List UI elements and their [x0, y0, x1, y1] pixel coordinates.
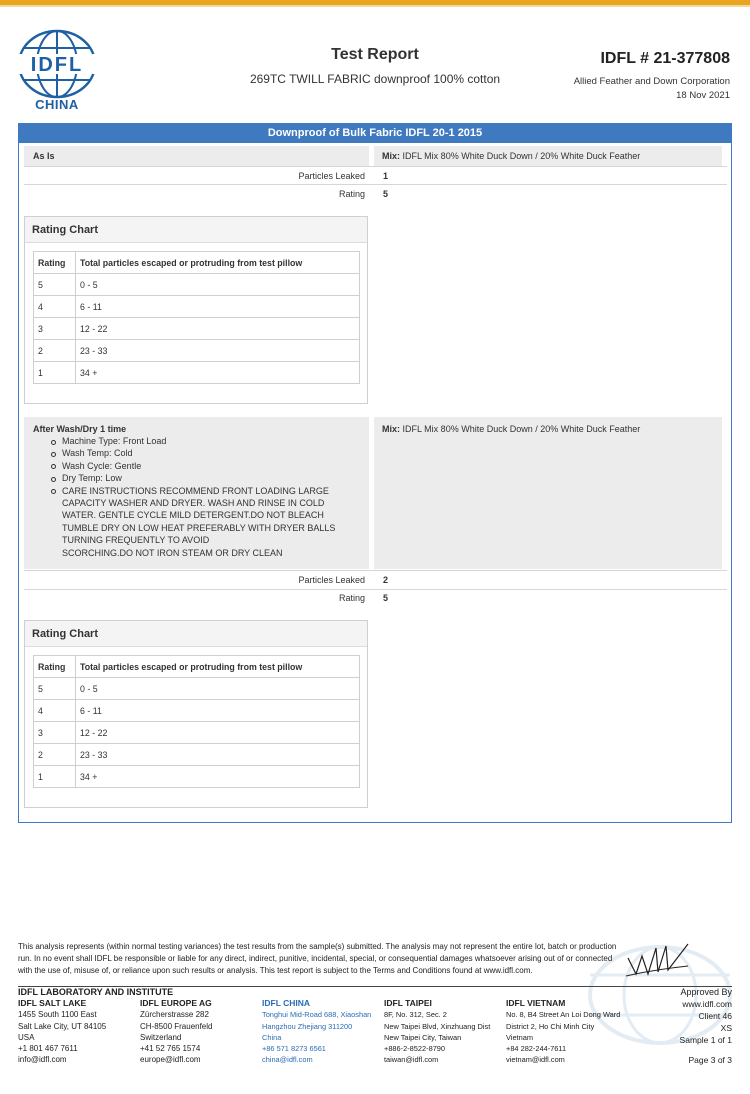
- page-title: Test Report: [331, 46, 419, 63]
- office-line: USA: [18, 1032, 35, 1042]
- approved-by-label: Approved By: [680, 987, 732, 997]
- rating-chart-title: Rating Chart: [25, 621, 367, 647]
- logo-region-label: CHINA: [35, 97, 79, 112]
- office-email: china@idfl.com: [262, 1055, 313, 1065]
- list-item: Wash Cycle: Gentle: [24, 460, 369, 472]
- office-email: vietnam@idfl.com: [506, 1055, 565, 1065]
- logo-text: IDFL: [30, 54, 84, 76]
- cell-range: 23 - 33: [76, 744, 360, 766]
- office-name: IDFL TAIPEI: [384, 998, 432, 1008]
- table-header-row: [34, 656, 360, 678]
- office-name: IDFL SALT LAKE: [18, 998, 87, 1008]
- table-row: [34, 700, 360, 722]
- rating-value: 5: [383, 189, 389, 199]
- care-line: CAPACITY WASHER AND DRYER. WASH AND RINSE IN COLD: [62, 498, 325, 508]
- care-line: TURNING FREQUENTLY TO AVOID: [62, 535, 210, 546]
- report-footer-meta: [622, 998, 732, 1066]
- office-email: info@idfl.com: [18, 1055, 67, 1065]
- office-taipei: [384, 998, 508, 1066]
- page-number: Page 3 of 3: [688, 1055, 732, 1065]
- col-particles-header: Total particles escaped or protruding from test pillow: [76, 252, 360, 274]
- office-email: europe@idfl.com: [140, 1055, 201, 1065]
- particles-leaked-label: Particles Leaked: [298, 171, 365, 181]
- mix-label: Mix:: [382, 151, 400, 161]
- office-line: +84 282-244-7611: [506, 1044, 567, 1054]
- office-name: IDFL CHINA: [262, 998, 311, 1008]
- office-line: Vietnam: [506, 1032, 533, 1042]
- cell-rating: 2: [34, 744, 76, 766]
- table-row: [34, 722, 360, 744]
- cell-rating: 5: [34, 678, 76, 700]
- cell-range: 6 - 11: [76, 296, 360, 318]
- particles-leaked-value: 2: [383, 575, 389, 585]
- rating-chart-table: [33, 655, 360, 788]
- divider: [24, 589, 727, 590]
- office-name: IDFL EUROPE AG: [140, 998, 212, 1008]
- as-is-label-box: [24, 146, 369, 166]
- office-line: Zürcherstrasse 282: [140, 1010, 209, 1020]
- office-line: CH-8500 Frauenfeld: [140, 1021, 213, 1031]
- cell-rating: 3: [34, 722, 76, 744]
- divider: [24, 184, 727, 185]
- rating-label: Rating: [338, 189, 365, 199]
- col-particles-header: Total particles escaped or protruding from test pillow: [76, 656, 360, 678]
- client-company: Allied Feather and Down Corporation: [573, 76, 730, 87]
- cell-rating: 2: [34, 340, 76, 362]
- office-line: District 2, Ho Chi Minh City: [506, 1021, 595, 1031]
- lab-heading: IDFL LABORATORY AND INSTITUTE: [18, 987, 174, 997]
- office-line: New Taipei Blvd, Xinzhuang Dist: [384, 1021, 491, 1031]
- cell-range: 34 +: [76, 766, 360, 788]
- office-line: +41 52 765 1574: [140, 1044, 201, 1054]
- cell-range: 6 - 11: [76, 700, 360, 722]
- col-rating-header: Rating: [34, 656, 76, 678]
- top-accent-bar-light: [0, 5, 750, 7]
- office-line: Switzerland: [140, 1032, 182, 1042]
- rating-label: Rating: [338, 593, 365, 603]
- office-line: +886-2-8522-8790: [384, 1044, 446, 1054]
- rating-chart: [24, 620, 368, 808]
- divider: [24, 570, 727, 571]
- table-header-row: [34, 252, 360, 274]
- office-line: Hangzhou Zhejiang 311200: [262, 1021, 353, 1031]
- cell-rating: 4: [34, 296, 76, 318]
- cell-range: 0 - 5: [76, 274, 360, 296]
- website-link: www.idfl.com: [682, 999, 732, 1009]
- cell-rating: 3: [34, 318, 76, 340]
- rating-chart-title: Rating Chart: [25, 217, 367, 243]
- office-line: No. 8, B4 Street An Loi Dong Ward: [506, 1010, 621, 1020]
- particles-leaked-label: Particles Leaked: [298, 575, 365, 585]
- as-is-mix: [382, 151, 640, 161]
- office-line: 1455 South 1100 East: [18, 1010, 97, 1020]
- table-row: [34, 318, 360, 340]
- office-salt-lake: [18, 998, 142, 1066]
- sample-size: XS: [720, 1023, 732, 1033]
- report-date: 18 Nov 2021: [676, 90, 730, 101]
- office-line: +1 801 467 7611: [18, 1044, 78, 1054]
- after-wash-mix: [382, 424, 640, 434]
- office-europe: [140, 998, 264, 1066]
- rating-chart-table: [33, 251, 360, 384]
- table-row: [34, 678, 360, 700]
- office-line: +86 571 8273 6561: [262, 1044, 326, 1054]
- report-subtitle: 269TC TWILL FABRIC downproof 100% cotton: [249, 72, 501, 86]
- office-china: [262, 998, 386, 1066]
- cell-range: 34 +: [76, 362, 360, 384]
- col-rating-header: Rating: [34, 252, 76, 274]
- table-row: [34, 296, 360, 318]
- list-item: Dry Temp: Low: [24, 472, 369, 484]
- mix-value: IDFL Mix 80% White Duck Down / 20% White Duck Feather: [402, 424, 641, 434]
- section-title: Downproof of Bulk Fabric IDFL 20-1 2015: [19, 124, 731, 143]
- cell-range: 0 - 5: [76, 678, 360, 700]
- care-instructions-continued: [24, 497, 369, 559]
- table-row: [34, 340, 360, 362]
- divider: [24, 166, 727, 167]
- cell-range: 12 - 22: [76, 722, 360, 744]
- cell-range: 23 - 33: [76, 340, 360, 362]
- signature-icon: [622, 940, 692, 984]
- cell-rating: 5: [34, 274, 76, 296]
- cell-range: 12 - 22: [76, 318, 360, 340]
- report-meta: [470, 50, 730, 101]
- office-email: taiwan@idfl.com: [384, 1055, 439, 1065]
- as-is-label: As Is: [33, 151, 55, 161]
- office-line: Salt Lake City, UT 84105: [18, 1021, 107, 1031]
- office-name: IDFL VIETNAM: [506, 998, 566, 1008]
- care-line: SCORCHING.DO NOT IRON STEAM OR DRY CLEAN: [62, 547, 283, 558]
- office-line: Tonghui Mid-Road 688, Xiaoshan: [262, 1010, 372, 1020]
- office-line: China: [262, 1032, 282, 1042]
- after-wash-box: [24, 417, 369, 569]
- list-item: Wash Temp: Cold: [24, 447, 369, 459]
- rating-chart: [24, 216, 368, 404]
- list-item: Machine Type: Front Load: [24, 435, 369, 447]
- after-wash-mix-box: [374, 417, 722, 569]
- disclaimer-text: This analysis represents (within normal testing variances) the test results from the sample(s) submitted. The analysis may not represent the entire lot, batch or production run. In no event shall IDFL be responsible or liable for any direct, indirect, punitive, incidental, special, or consequential damages whatsoever arising out of or connected with the use of, misuse of, or reliance upon such results or analysis. This test report is subject to the Terms and Conditions found at www.idfl.com.: [18, 942, 617, 975]
- client-number: Client 46: [698, 1011, 732, 1021]
- cell-rating: 4: [34, 700, 76, 722]
- report-id: IDFL # 21-377808: [600, 50, 730, 67]
- table-row: [34, 744, 360, 766]
- mix-label: Mix:: [382, 424, 400, 434]
- cell-rating: 1: [34, 766, 76, 788]
- office-line: 8F, No. 312, Sec. 2: [384, 1010, 447, 1020]
- table-row: [34, 766, 360, 788]
- care-line: TUMBLE DRY ON LOW HEAT PREFERABLY WITH DRYER BALLS: [62, 522, 336, 533]
- particles-leaked-value: 1: [383, 171, 389, 181]
- rating-value: 5: [383, 593, 389, 603]
- cell-rating: 1: [34, 362, 76, 384]
- after-wash-label: After Wash/Dry 1 time: [33, 424, 127, 434]
- office-vietnam: [506, 998, 632, 1066]
- wash-conditions-list: [24, 435, 369, 497]
- table-row: [34, 362, 360, 384]
- sample-count: Sample 1 of 1: [679, 1035, 732, 1045]
- table-row: [34, 274, 360, 296]
- list-item: CARE INSTRUCTIONS RECOMMEND FRONT LOADING LARGE: [24, 485, 369, 497]
- mix-value: IDFL Mix 80% White Duck Down / 20% White Duck Feather: [402, 151, 641, 161]
- care-line: WATER. GENTLE CYCLE MILD DETERGENT.DO NOT BLEACH: [62, 510, 324, 521]
- test-section-frame: [18, 123, 732, 823]
- office-line: New Taipei City, Taiwan: [384, 1032, 462, 1042]
